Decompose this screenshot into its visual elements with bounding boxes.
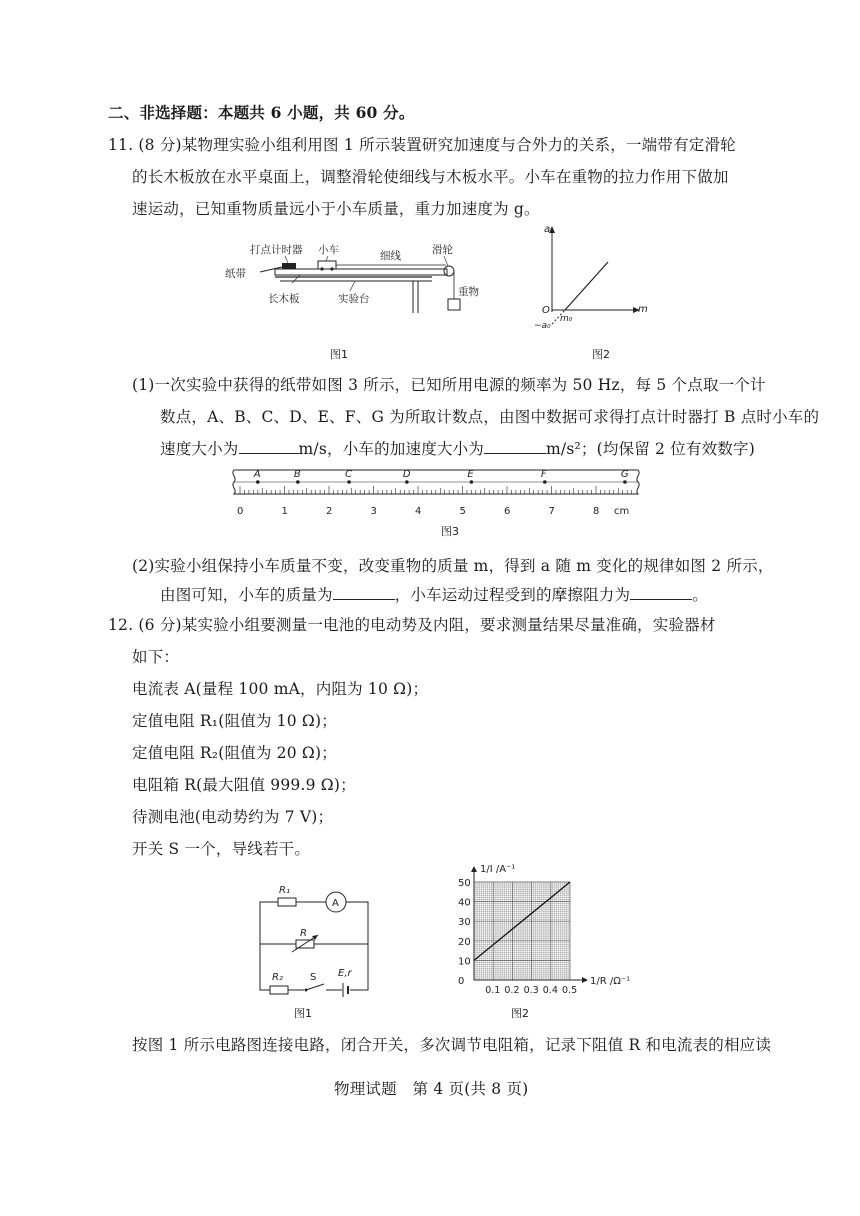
- ruler-unit: cm: [614, 506, 630, 517]
- a-m-graph: [520, 222, 660, 340]
- q11-p1-line1: (1)一次实验中获得的纸带如图 3 所示，已知所用电源的频率为 50 Hz，每 5 个点取一个计: [132, 376, 766, 394]
- q11-line3: 速运动，已知重物质量远小于小车质量，重力加速度为 g。: [132, 200, 540, 218]
- label-r1: R₁: [279, 885, 290, 896]
- label-pulley: 滑轮: [432, 244, 453, 256]
- chart-y-tick: 50: [458, 878, 471, 889]
- page-footer: 物理试题 第 4 页(共 8 页): [334, 1080, 529, 1098]
- chart-x-tick: 0.4: [542, 985, 558, 996]
- q12-item-r2: 定值电阻 R₂(阻值为 20 Ω)；: [132, 744, 337, 762]
- tape-point-label: B: [293, 469, 301, 480]
- chart-x-tick: 0.5: [562, 985, 578, 996]
- section-title: 二、非选择题：本题共 6 小题，共 60 分。: [108, 103, 415, 122]
- label-cart: 小车: [318, 244, 339, 256]
- label-board: 长木板: [268, 293, 300, 305]
- blank-friction[interactable]: [630, 598, 692, 600]
- label-s: S: [310, 972, 317, 983]
- chart-ylabel: 1/I /A⁻¹: [480, 864, 516, 875]
- tape-point: [405, 480, 409, 484]
- q12-item-switch: 开关 S 一个，导线若干。: [132, 840, 311, 858]
- chart-y-tick: 40: [458, 897, 471, 909]
- q12-last-line: 按图 1 所示电路图连接电路，闭合开关，多次调节电阻箱，记录下阻值 R 和电流表的相应读: [132, 1036, 772, 1054]
- chart-caption: 图2: [511, 1007, 529, 1020]
- ruler-tick-label: 7: [548, 506, 555, 517]
- chart-x-tick: 0.3: [523, 985, 539, 996]
- ruler-tape: [226, 462, 646, 518]
- apparatus-diagram: [220, 225, 490, 340]
- r2-resistor: [270, 986, 288, 994]
- label-ammeter: A: [332, 898, 339, 909]
- circuit-diagram: [248, 878, 378, 996]
- inverse-current-chart: [440, 858, 631, 998]
- tape-point: [470, 480, 474, 484]
- tape-point-label: G: [620, 469, 629, 480]
- label-timer: 打点计时器: [250, 244, 303, 256]
- blank-velocity[interactable]: [239, 452, 299, 454]
- tape-point: [543, 480, 547, 484]
- tape-point-label: F: [540, 469, 547, 480]
- tape-point: [256, 480, 260, 484]
- ruler-tick-label: 3: [370, 506, 377, 517]
- blank-acceleration[interactable]: [484, 452, 546, 454]
- axis-a: a: [544, 224, 551, 235]
- q12-item-box: 电阻箱 R(最大阻值 999.9 Ω)；: [132, 776, 356, 794]
- tape-point-label: D: [402, 469, 411, 480]
- label-r2: R₂: [272, 972, 283, 983]
- tape-point: [296, 480, 300, 484]
- blank-mass[interactable]: [333, 598, 395, 600]
- label-tape: 纸带: [225, 268, 246, 280]
- fig2-caption: 图2: [592, 348, 610, 361]
- q11-line1: 11. (8 分)某物理实验小组利用图 1 所示装置研究加速度与合外力的关系，一端带有定滑轮: [108, 136, 736, 154]
- q11-p1-line3: 速度大小为 m/s，小车的加速度大小为 m/s²；(均保留 2 位有效数字): [160, 440, 755, 458]
- pulley-shape: [444, 266, 454, 276]
- q11-p2-line2: 由图可知，小车的质量为 ，小车运动过程受到的摩擦阻力为 。: [160, 586, 708, 604]
- a0-label: −a₀: [534, 321, 551, 331]
- q12-line1: 12. (6 分)某实验小组要测量一电池的电动势及内阻，要求测量结果尽量准确，实验器材: [108, 616, 716, 634]
- chart-y-tick: 0: [458, 976, 465, 987]
- q12-item-r1: 定值电阻 R₁(阻值为 10 Ω)；: [132, 712, 337, 730]
- label-string: 细线: [380, 250, 401, 262]
- label-r: R: [300, 928, 307, 939]
- q12-item-battery: 待测电池(电动势约为 7 V)；: [132, 808, 334, 826]
- q12-item-ammeter: 电流表 A(量程 100 mA，内阻为 10 Ω)；: [132, 680, 429, 698]
- label-e: E,r: [338, 968, 352, 979]
- tape-point: [623, 480, 627, 484]
- label-weight: 重物: [458, 286, 479, 298]
- origin-label: O: [542, 305, 550, 316]
- q12-line2: 如下：: [132, 648, 180, 666]
- weight-shape: [448, 299, 460, 310]
- tape-point: [347, 480, 351, 484]
- chart-xlabel: 1/R /Ω⁻¹: [590, 976, 631, 987]
- label-table: 实验台: [338, 293, 370, 305]
- r1-resistor: [278, 898, 296, 906]
- ruler-tick-label: 2: [326, 506, 333, 517]
- ruler-tick-label: 5: [459, 506, 466, 517]
- fig3-caption: 图3: [441, 525, 459, 538]
- chart-x-tick: 0.1: [485, 985, 501, 996]
- ruler-tick-label: 4: [415, 506, 422, 517]
- q11-line2: 的长木板放在水平桌面上，调整滑轮使细线与木板水平。小车在重物的拉力作用下做加: [132, 168, 729, 186]
- tape-point-label: A: [253, 469, 261, 480]
- q11-p1-line2: 数点，A、B、C、D、E、F、G 为所取计数点，由图中数据可求得打点计时器打 B 点时小车的: [160, 408, 820, 426]
- cart-shape: [318, 261, 336, 269]
- chart-x-tick: 0.2: [504, 985, 520, 996]
- ruler-tick-label: 8: [593, 506, 600, 517]
- q11-p2-line1: (2)实验小组保持小车质量不变，改变重物的质量 m，得到 a 随 m 变化的规律如图 2 所示，: [132, 557, 774, 575]
- fig1-caption: 图1: [330, 348, 348, 361]
- axis-m: m: [638, 304, 648, 315]
- ruler-tick-label: 1: [281, 506, 288, 517]
- chart-y-tick: 20: [458, 936, 471, 948]
- circuit-caption: 图1: [294, 1007, 312, 1020]
- timer-shape: [282, 263, 296, 269]
- board-shape: [275, 269, 447, 275]
- tape-point-label: C: [345, 469, 353, 480]
- ruler-tick-label: 0: [237, 506, 244, 517]
- tape-point-label: E: [467, 469, 474, 480]
- chart-y-tick: 10: [458, 956, 471, 968]
- m0-label: m₀: [560, 314, 573, 324]
- ruler-tick-label: 6: [504, 506, 511, 517]
- chart-y-tick: 30: [458, 917, 471, 929]
